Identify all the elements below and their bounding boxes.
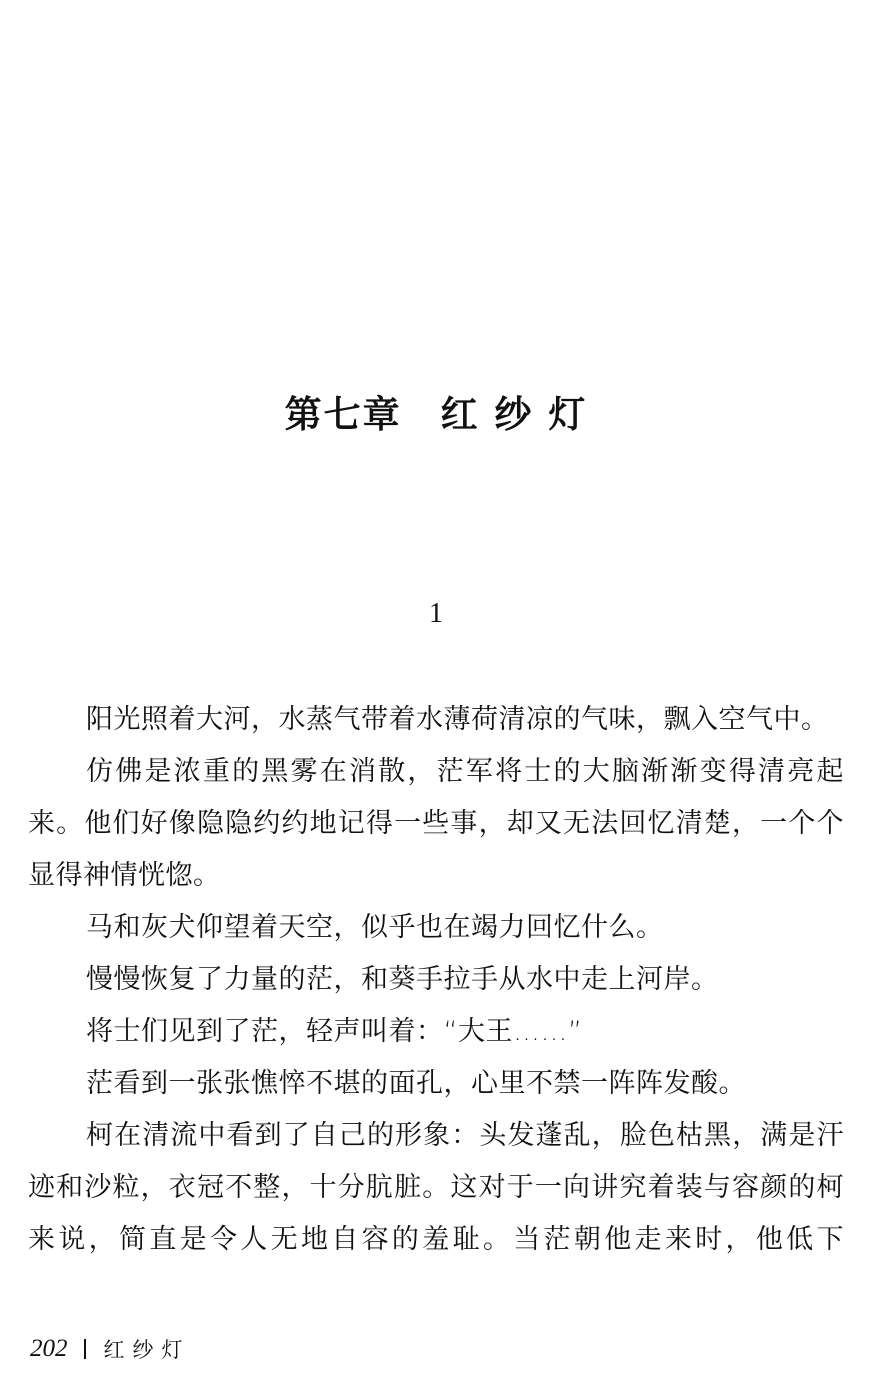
chapter-title: 第七章 红 纱 灯 bbox=[284, 393, 588, 436]
text-line: 柯在清流中看到了自己的形象：头发蓬乱，脸色枯黑，满是汗 bbox=[86, 1120, 844, 1151]
footer-divider bbox=[84, 1339, 86, 1359]
text-line: 阳光照着大河，水蒸气带着水薄荷清凉的气味，飘入空气中。 bbox=[86, 704, 829, 735]
text-line: 迹和沙粒，衣冠不整，十分肮脏。这对于一向讲究着装与容颜的柯 bbox=[28, 1172, 844, 1203]
text-line: 显得神情恍惚。 bbox=[28, 860, 221, 891]
page-number: 202 bbox=[30, 1335, 68, 1362]
text-line: 马和灰犬仰望着天空，似乎也在竭力回忆什么。 bbox=[86, 912, 664, 943]
body-text bbox=[28, 696, 844, 1268]
section-number: 1 bbox=[429, 598, 443, 629]
page-footer bbox=[30, 1334, 191, 1364]
text-line: 来说，简直是令人无地自容的羞耻。当茫朝他走来时，他低下 bbox=[28, 1224, 844, 1255]
text-line: 将士们见到了茫，轻声叫着：“大王……” bbox=[86, 1016, 583, 1047]
text-line: 慢慢恢复了力量的茫，和葵手拉手从水中走上河岸。 bbox=[86, 964, 719, 995]
text-line: 茫看到一张张憔悴不堪的面孔，心里不禁一阵阵发酸。 bbox=[86, 1068, 746, 1099]
text-line: 仿佛是浓重的黑雾在消散，茫军将士的大脑渐渐变得清亮起 bbox=[86, 756, 844, 787]
text-line: 来。他们好像隐隐约约地记得一些事，却又无法回忆清楚，一个个 bbox=[28, 808, 844, 839]
running-title: 红纱灯 bbox=[103, 1338, 191, 1362]
